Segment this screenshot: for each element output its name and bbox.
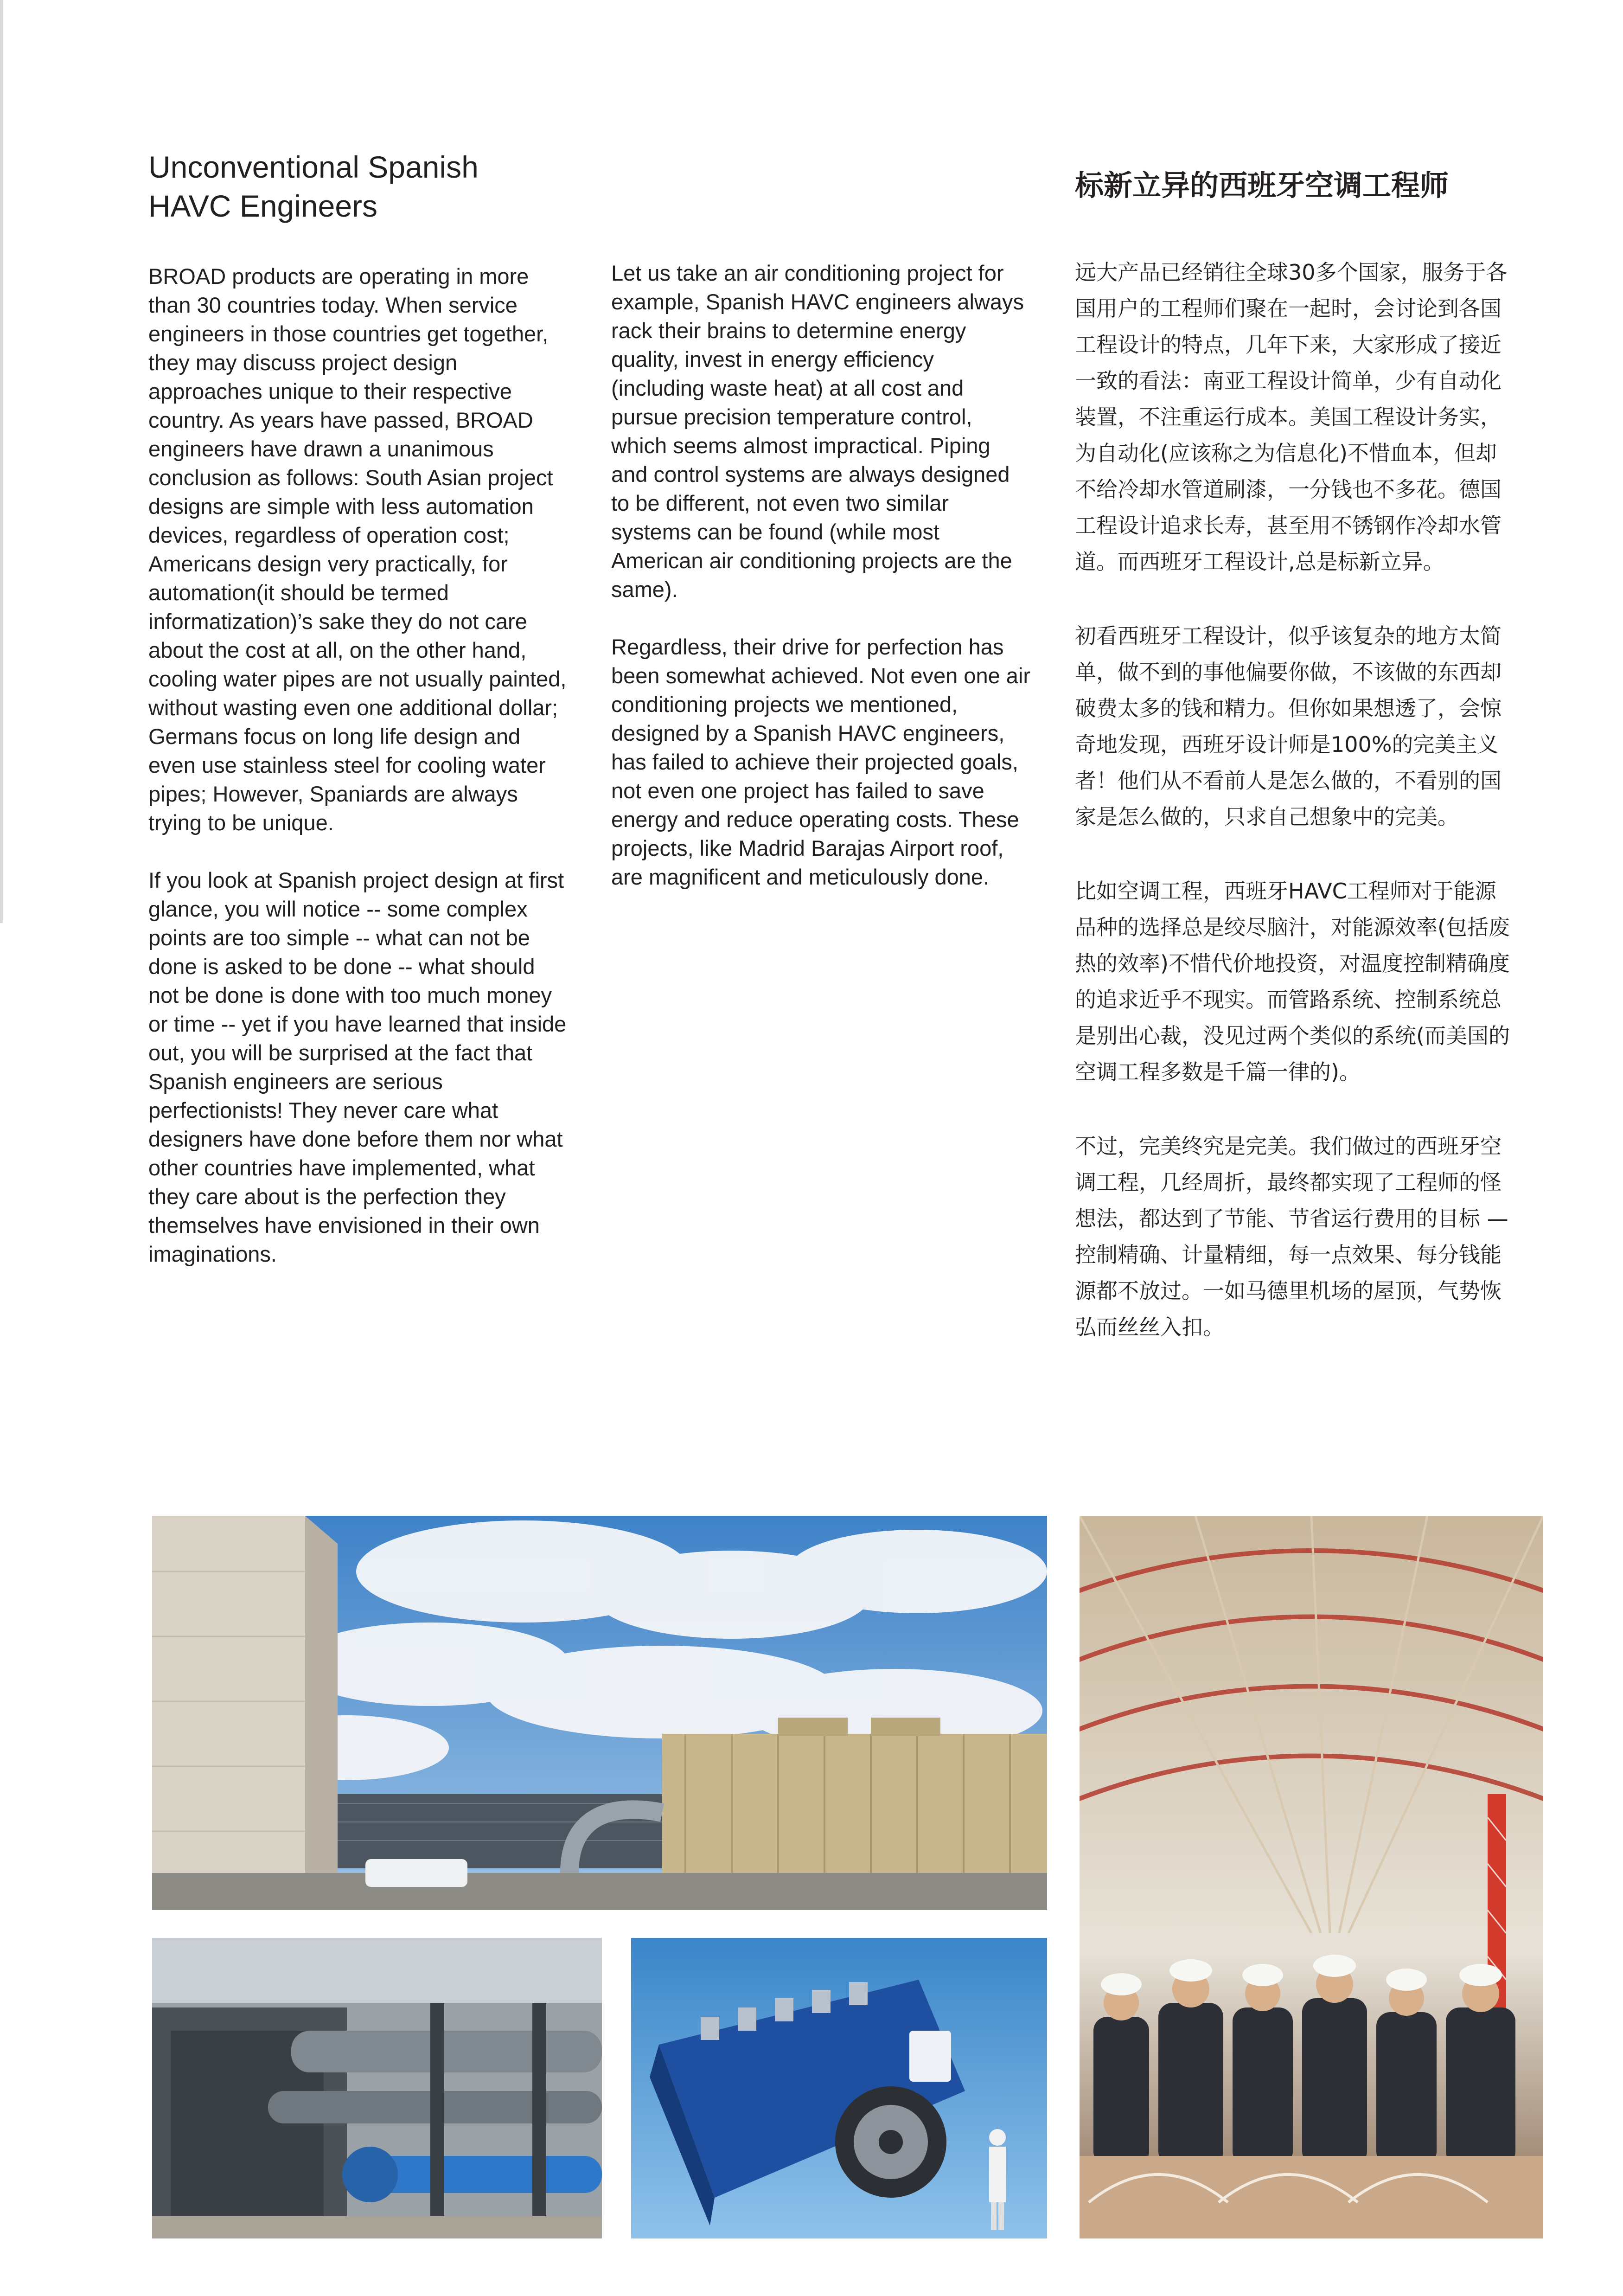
cn-paragraph-1: 远大产品已经销往全球30多个国家，服务于各国用户的工程师们聚在一起时，会讨论到各国工程设计的特点，几年下来，大家形成了接近一致的看法：南亚工程设计简单，少有自动化装置，不注重运行成本。美国工程设计务实，为自动化(应该称之为信息化)不惜血本，但却不给冷却水管道刷漆，一分钱也不多花。德国工程设计追求长寿，甚至用不锈钢作冷却水管道。而西班牙工程设计,总是标新立异。 — [1075, 260, 1508, 574]
title-english: Unconventional Spanish HAVC Engineers — [148, 150, 479, 223]
col2-paragraph-2: Regardless, their drive for perfection has been somewhat achieved. Not even one air conditioning projects we mentioned, designed by a Spanish HAVC engineers, has failed to achieve their projected goals, not even one project has failed to save energy and reduce operating costs. These projects, like Madrid Barajas Airport roof, are magnificent and meticulously done. — [611, 635, 1031, 889]
cn-paragraph-4: 不过，完美终究是完美。我们做过的西班牙空调工程，几经周折，最终都实现了工程师的怪想法，都达到了节能、节省运行费用的目标 — 控制精确、计量精细，每一点效果、每分钱能源都不放过。一如马德里机场的屋顶，气势恢弘而丝丝入扣。 — [1075, 1134, 1508, 1340]
cn-paragraph-2: 初看西班牙工程设计，似乎该复杂的地方太简单，做不到的事他偏要你做，不该做的东西却破费太多的钱和精力。但你如果想透了，会惊奇地发现，西班牙设计师是100%的完美主义者！他们从不看前人是怎么做的，不看别的国家是怎么做的，只求自己想象中的完美。 — [1075, 623, 1502, 829]
page-edge-line — [0, 0, 3, 923]
photo-piping-plant — [152, 1938, 602, 2238]
title-chinese: 标新立异的西班牙空调工程师 — [1075, 168, 1449, 202]
col2-paragraph-1: Let us take an air conditioning project for example, Spanish HAVC engineers always rack their brains to determine energy quality, invest in energy efficiency (including waste heat) at all cost and pursue precision temperature control, which seems almost impractical. Piping and control systems are always designed to be different, not even two similar systems can be found (while most American air conditioning projects are the same). — [611, 261, 1024, 602]
col1-paragraph-1: BROAD products are operating in more than 30 countries today. When service engineers in those countries get together, they may discuss project design approaches unique to their respective country. As years have passed, BROAD engineers have drawn a unanimous conclusion as follows: South Asian project designs are simple with less automation devices, regardless of operation cost; Americans design very practically, for automation(it should be termed informatization)’s sake they do not care about the cost at all, on the other hand, cooling water pipes are not usually painted, without wasting even one additional dollar; Germans focus on long life design and even use stainless steel for cooling water pipes; However, Spaniards are always trying to be unique. — [148, 264, 567, 835]
col1-paragraph-2: If you look at Spanish project design at first glance, you will notice -- some complex points are too simple -- what can not be done is asked to be done -- what should not be done is done with too much money or time -- yet if you have learned that inside out, you will be surprised at the fact that Spanish engineers are serious perfectionists! They never care what designers have done before them nor what other countries have implemented, what they care about is the perfection they themselves have envisioned in their own imaginations. — [148, 868, 567, 1266]
photo-airport-roof — [1080, 1516, 1543, 2238]
english-column-2 — [611, 259, 1031, 920]
photo-blue-engine — [631, 1938, 1047, 2238]
cn-paragraph-3: 比如空调工程，西班牙HAVC工程师对于能源品种的选择总是绞尽脑汁，对能源效率(包括废热的效率)不惜代价地投资，对温度控制精确度的追求近乎不现实。而管路系统、控制系统总是别出心裁，没见过两个类似的系统(而美国的空调工程多数是千篇一律的)。 — [1075, 879, 1510, 1084]
chinese-column — [1075, 254, 1515, 1383]
english-column-1 — [148, 262, 568, 1297]
photo-cooling-towers — [152, 1516, 1047, 1910]
